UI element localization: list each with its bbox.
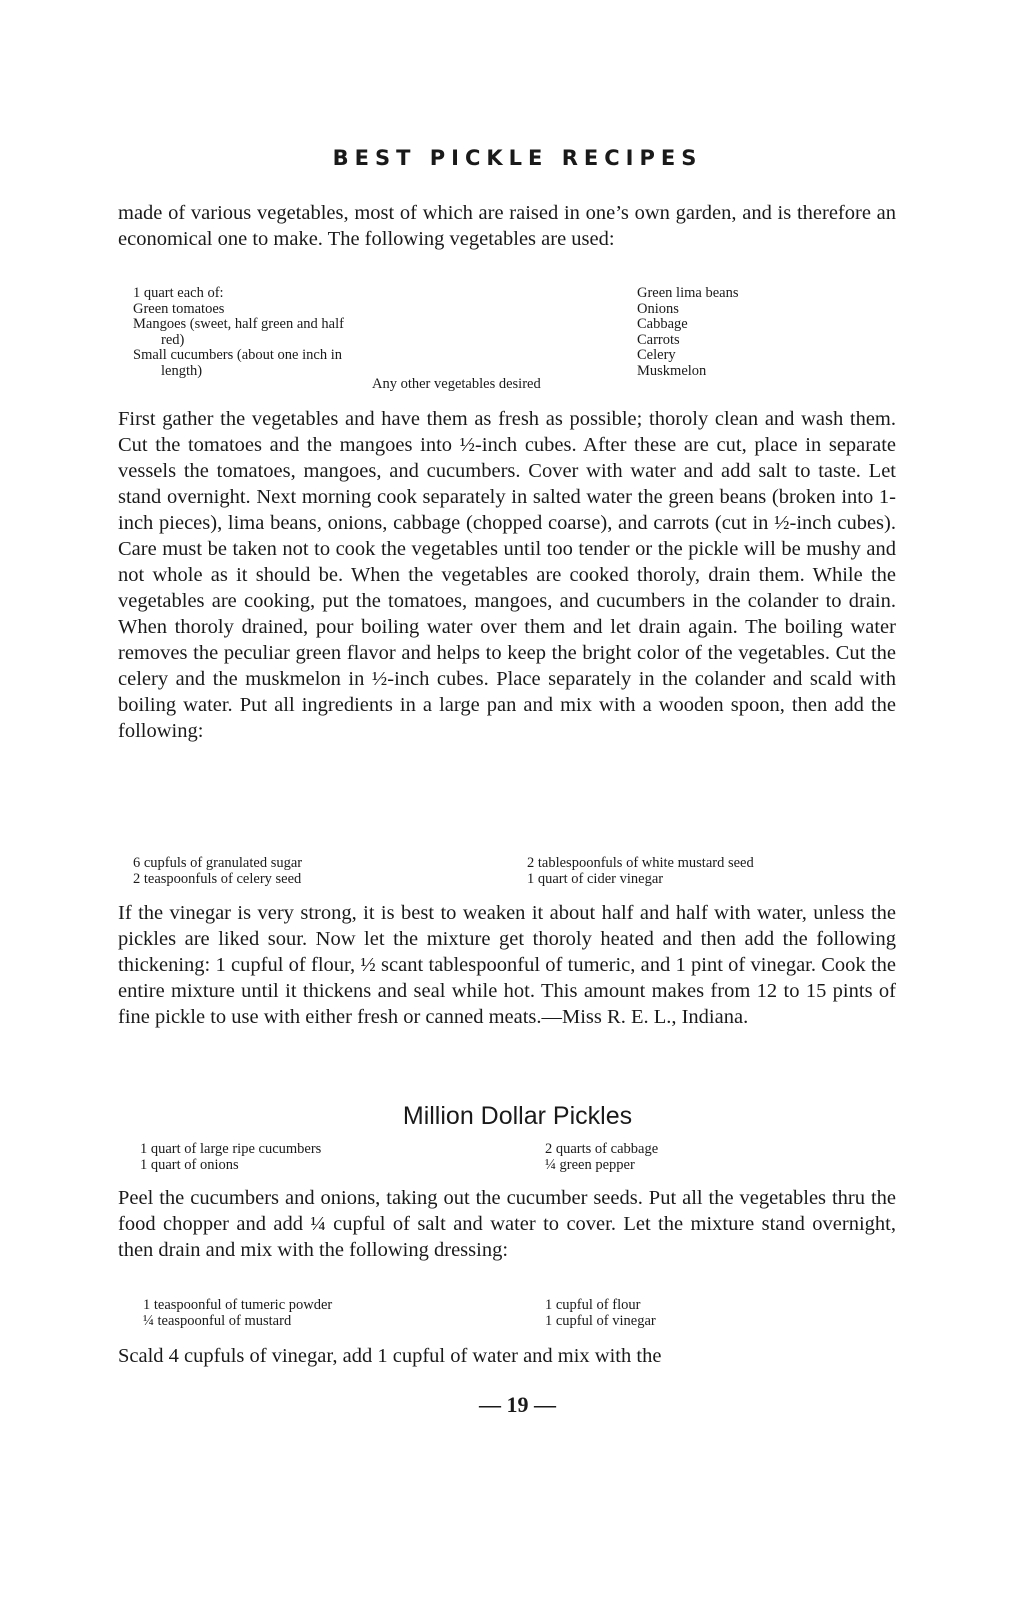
list-item: 1 cupful of flour: [545, 1297, 641, 1313]
list-item: red): [161, 331, 185, 348]
list-item: Carrots: [637, 331, 680, 348]
recipe2-ingredients-left: [140, 1142, 321, 1173]
method-text-1: First gather the vegetables and have them as fresh as possible; thoroly clean and wash them. Cut the tomatoes and the mangoes into ½-inch cubes. After these are cut, place in separate vessels the tomatoes, mangoes, and cucumbers. Cover with water and add salt to taste. Let stand overnight. Next morning cook separately in salted water the green beans (broken into 1-inch pieces), lima beans, onions, cabbage (chopped coarse), and carrots (cut in ½-inch cubes). Care must be taken not to cook the vegetables until too tender or the pickle will be mushy and not whole as it should be. When the vegetables are cooked thoroly, drain them. While the vegetables are cooking, put the tomatoes, mangoes, and cucumbers in the colander to drain. When thoroly drained, pour boiling water over them and let drain again. The boiling water removes the peculiar green flavor and helps to keep the bright color of the vegetables. Cut the celery and the muskmelon in ½-inch cubes. Place separately in the colander and scald with boiling water. Put all ingredients in a large pan and mix with a wooden spoon, then add the following:: [118, 408, 896, 742]
recipe2-text-2: Scald 4 cupfuls of vinegar, add 1 cupful of water and mix with the: [118, 1345, 662, 1367]
recipe2-paragraph-1: [118, 1185, 896, 1263]
list-item: 1 quart of large ripe cucumbers: [140, 1141, 322, 1157]
list-item: Green tomatoes: [133, 300, 225, 317]
list-item: Onions: [637, 300, 679, 317]
method-text-2: If the vinegar is very strong, it is best to weaken it about half and half with water, unless the pickles are liked sour. Now let the mixture get thoroly heated and then add the following thickening: 1 cupful of flour, ½ scant tablespoonful of tumeric, and 1 pint of vinegar. Cook the entire mixture until it thickens and seal while hot. This amount makes from 12 to 15 pints of fine pickle to use with either fresh or canned meats.—Miss R. E. L., Indiana.: [118, 902, 896, 1028]
spice-list-right: [527, 856, 754, 887]
dressing-list-left: [143, 1298, 332, 1329]
recipe2-paragraph-2: [118, 1343, 896, 1369]
list-item: 1 quart each of:: [133, 285, 224, 301]
list-item: 2 quarts of cabbage: [545, 1141, 659, 1157]
list-item: Mangoes (sweet, half green and half: [133, 316, 344, 332]
list-item: ¼ green pepper: [545, 1156, 635, 1173]
vegetables-note: Any other vegetables desired: [372, 376, 541, 392]
method-paragraph-1: [118, 406, 896, 744]
list-item: 1 quart of onions: [140, 1156, 239, 1173]
list-item: Cabbage: [637, 316, 688, 332]
list-item: length): [161, 362, 203, 379]
intro-text: made of various vegetables, most of which are raised in one’s own garden, and is therefore an economical one to make. The following vegetables are used:: [118, 202, 896, 250]
vegetable-list-left: [133, 286, 344, 379]
intro-paragraph: [118, 200, 896, 252]
list-item: 2 teaspoonfuls of celery seed: [133, 870, 302, 887]
spice-list-left: [133, 856, 302, 887]
list-item: Small cucumbers (about one inch in: [133, 347, 342, 363]
page-number: — 19 —: [479, 1392, 556, 1417]
recipe-title: Million Dollar Pickles: [402, 1102, 633, 1130]
list-item: Muskmelon: [637, 362, 707, 379]
recipe2-ingredients-right: [545, 1142, 658, 1173]
method-paragraph-2: [118, 900, 896, 1030]
list-item: 1 quart of cider vinegar: [527, 870, 664, 887]
recipe2-text-1: Peel the cucumbers and onions, taking out the cucumber seeds. Put all the vegetables thru the food chopper and add ¼ cupful of salt and water to cover. Let the mixture stand overnight, then drain and mix with the following dressing:: [118, 1187, 896, 1261]
vegetable-list-right: [637, 286, 738, 379]
running-head: BEST PICKLE RECIPES: [332, 146, 703, 170]
list-item: Green lima beans: [637, 285, 739, 301]
list-item: 1 teaspoonful of tumeric powder: [143, 1297, 333, 1313]
list-item: ¼ teaspoonful of mustard: [143, 1312, 292, 1329]
list-item: 1 cupful of vinegar: [545, 1312, 656, 1329]
list-item: 2 tablespoonfuls of white mustard seed: [527, 855, 754, 871]
dressing-list-right: [545, 1298, 656, 1329]
list-item: 6 cupfuls of granulated sugar: [133, 855, 303, 871]
list-item: Celery: [637, 347, 676, 363]
